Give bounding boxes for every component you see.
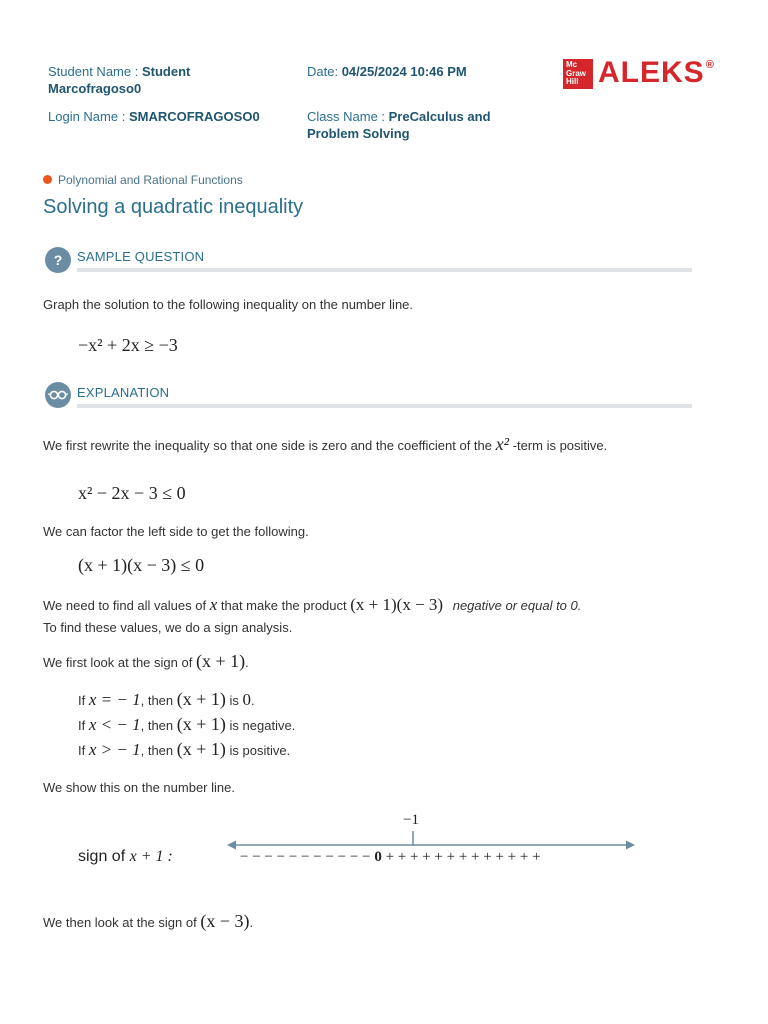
case-less (78, 716, 295, 734)
glasses-icon (45, 382, 71, 408)
topic-dot-icon (43, 175, 52, 184)
explanation-paragraph-6: We show this on the number line. (43, 780, 235, 795)
right-arrow-icon (626, 841, 635, 850)
login-name-value: SMARCOFRAGOSO0 (128, 109, 260, 124)
p3-text: We need to find all values of (43, 598, 207, 613)
mcgraw-hill-logo (563, 59, 593, 89)
login-name (48, 108, 298, 125)
page-title: Solving a quadratic inequality (43, 196, 304, 218)
class-name-value: PreCalculus and (388, 109, 491, 124)
topic-category: Polynomial and Rational Functions (58, 173, 243, 187)
glasses-icon-svg (45, 382, 71, 408)
equation-2: (x + 1)(x − 3) ≤ 0 (78, 555, 205, 575)
case-expression: (x + 1) (176, 689, 226, 709)
case-if: If (78, 743, 86, 758)
registered-mark: ® (705, 59, 715, 71)
case-if: If (78, 693, 86, 708)
student-name-label: Student Name : (48, 64, 142, 79)
sign-zero: 0 (374, 849, 382, 865)
sample-question-label: SAMPLE QUESTION (77, 249, 205, 264)
date (307, 63, 547, 80)
case-condition: x = − 1 (88, 690, 141, 709)
p3-var: x (209, 595, 218, 614)
case-greater (78, 741, 290, 759)
aleks-logo-text: ALEKS (598, 56, 705, 89)
date-label: Date: (307, 64, 342, 79)
student-name (48, 63, 288, 97)
logo-line-mc: Mc (566, 60, 578, 69)
number-line-tick-label: −1 (403, 812, 419, 828)
p1-text-after: -term is positive. (512, 438, 608, 453)
section-divider (77, 404, 692, 408)
sign-row (240, 849, 541, 866)
sign-minus-run: − − − − − − − − − − − (240, 849, 371, 865)
case-then: , then (140, 743, 174, 758)
sample-inequality: −x² + 2x ≥ −3 (78, 335, 178, 355)
sign-label-math: x + 1 : (129, 848, 173, 865)
p5-math: (x + 1) (195, 651, 246, 671)
case-is: is (229, 693, 239, 708)
explanation-paragraph-2: We can factor the left side to get the following. (43, 524, 309, 539)
explanation-paragraph-1 (43, 436, 607, 454)
case-then: , then (140, 693, 174, 708)
question-icon: ? (45, 247, 71, 273)
p7-text: We then look at the sign of (43, 915, 197, 930)
sign-label-text: sign of (78, 848, 126, 865)
case-result: 0 (242, 690, 252, 709)
case-expression: (x + 1) (176, 739, 226, 759)
p5-period: . (245, 655, 249, 670)
p5-text: We first look at the sign of (43, 655, 193, 670)
class-name (307, 108, 547, 142)
p3-text-mid: that make the product (220, 598, 347, 613)
left-arrow-icon (227, 841, 236, 850)
student-name-value-2: Marcofragoso0 (48, 81, 142, 96)
sample-prompt: Graph the solution to the following inequality on the number line. (43, 297, 414, 312)
p7-math: (x − 3) (200, 911, 250, 931)
explanation-paragraph-5 (43, 653, 249, 671)
equation-1: x² − 2x − 3 ≤ 0 (78, 483, 186, 503)
p1-text: We first rewrite the inequality so that one side is zero and the coefficient of the (43, 438, 492, 453)
case-then: , then (140, 718, 174, 733)
explanation-paragraph-4: To find these values, we do a sign analysis. (43, 620, 293, 635)
p1-math: x² (495, 434, 510, 454)
case-expression: (x + 1) (176, 714, 226, 734)
section-divider (77, 268, 692, 272)
logo-line-graw: Graw (566, 68, 587, 78)
case-condition: x < − 1 (88, 715, 141, 734)
p3-product: (x + 1)(x − 3) (350, 595, 444, 614)
student-name-value: Student (141, 64, 191, 79)
case-is: is negative. (229, 718, 296, 733)
logo-line-hill: Hill (566, 77, 579, 86)
date-value: 04/25/2024 10:46 PM (341, 64, 467, 79)
case-is: is positive. (229, 743, 291, 758)
case-if: If (78, 718, 86, 733)
aleks-logo (598, 56, 715, 90)
sign-plus-run: + + + + + + + + + + + + + (385, 849, 541, 865)
p3-text-after: negative or equal to 0. (452, 598, 582, 613)
explanation-paragraph-7 (43, 913, 253, 931)
class-name-label: Class Name : (307, 109, 389, 124)
class-name-value-2: Problem Solving (307, 126, 410, 141)
explanation-label: EXPLANATION (77, 385, 170, 400)
case-end: . (251, 693, 255, 708)
p7-period: . (249, 915, 254, 930)
case-condition: x > − 1 (88, 740, 141, 759)
case-equal (78, 691, 255, 709)
sign-row-label (78, 848, 173, 866)
explanation-paragraph-3 (43, 596, 581, 614)
login-name-label: Login Name : (48, 109, 129, 124)
